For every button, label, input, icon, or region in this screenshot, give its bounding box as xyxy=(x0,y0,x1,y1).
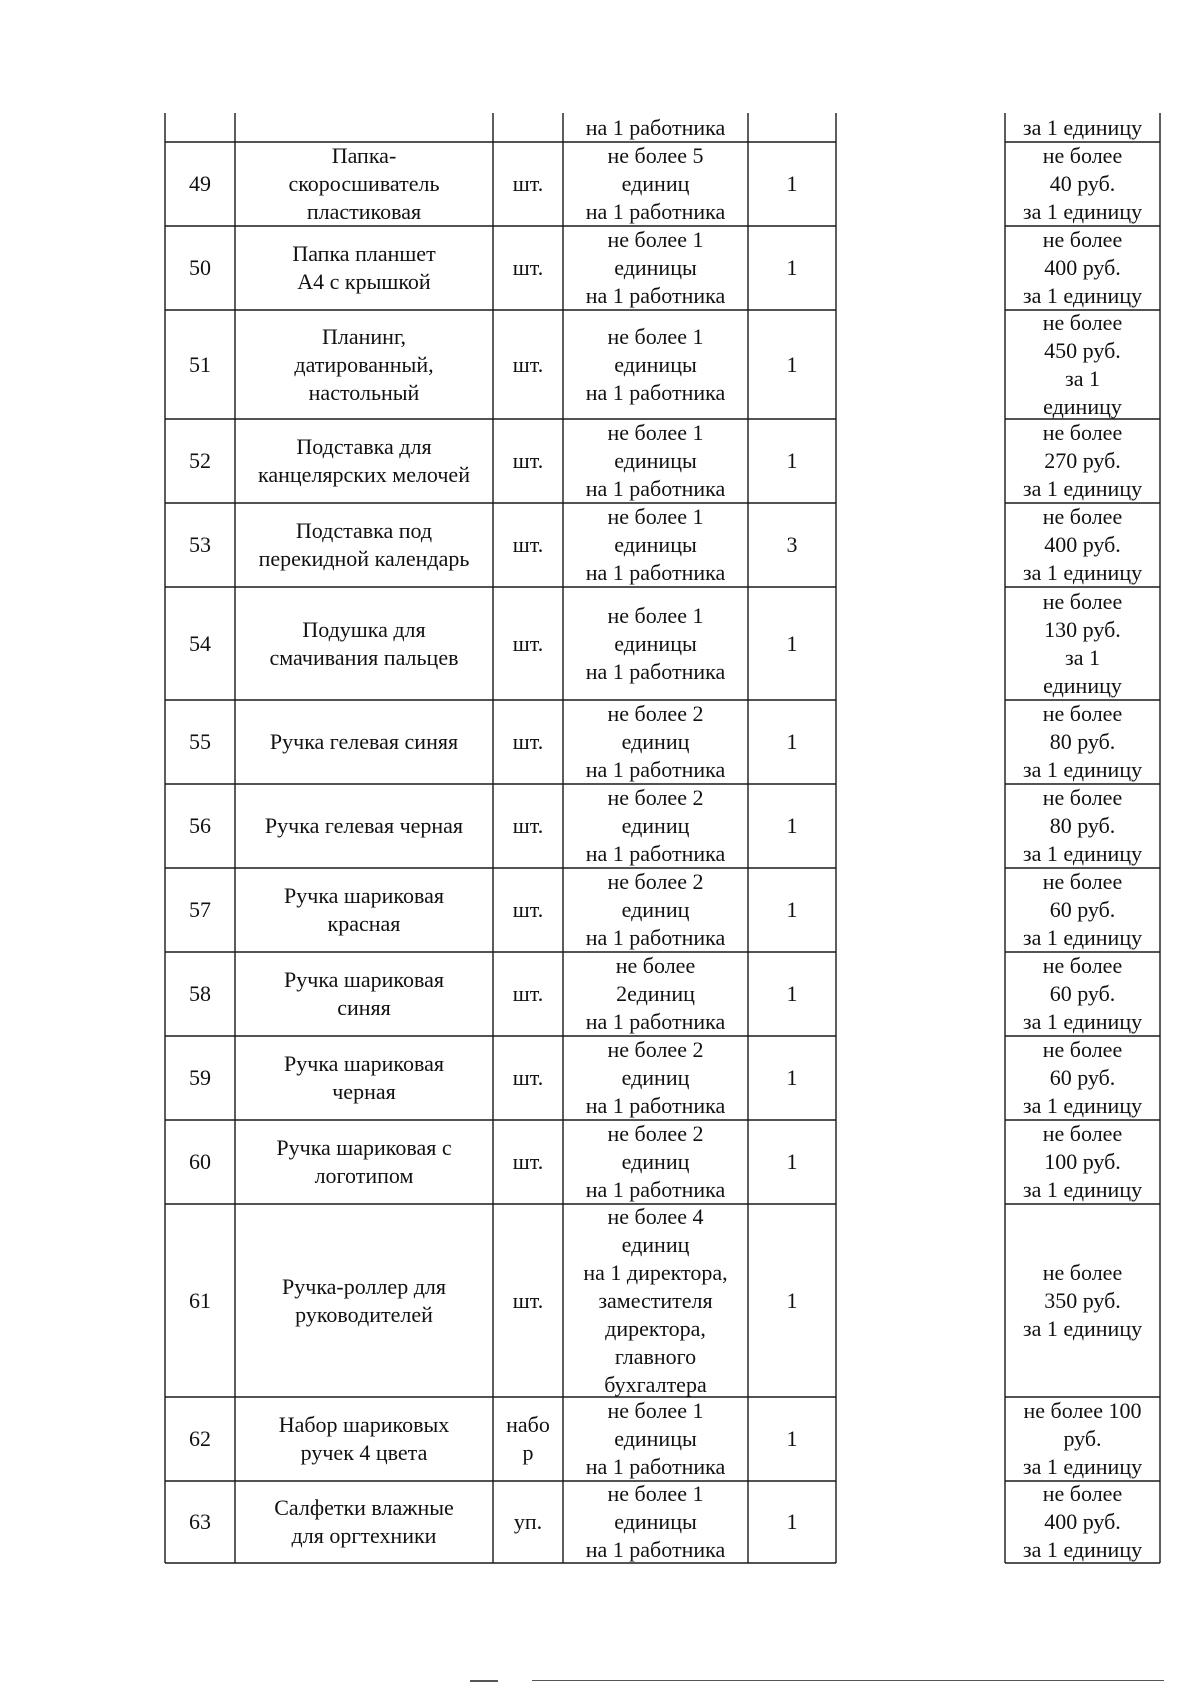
price-limit-cell: не более 60 руб. за 1 единицу xyxy=(1022,953,1143,1034)
price-limit-cell: не более 100 руб. за 1 единицу xyxy=(1022,1121,1143,1202)
usage-term-cell: 1 xyxy=(786,351,798,377)
item-name-cell: Набор шариковых ручек 4 цвета xyxy=(278,1412,450,1465)
usage-term-cell: 1 xyxy=(786,448,798,473)
unit-cell: набо р xyxy=(506,1412,550,1465)
price-limit-cell: не более 60 руб. за 1 единицу xyxy=(1022,1037,1143,1118)
row-number-cell: 53 xyxy=(189,532,211,557)
price-limit-cell: не более 130 руб. за 1 единицу xyxy=(1042,588,1123,698)
row-number-cell: 54 xyxy=(189,630,211,656)
scan-mark xyxy=(470,1680,498,1682)
item-name-cell: Ручка шариковая с логотипом xyxy=(276,1135,452,1188)
scan-mark xyxy=(532,1680,1164,1681)
quantity-limit-cell: не более 1 единицы на 1 работника xyxy=(585,1481,726,1562)
item-name-cell: Папка- скоросшиватель пластиковая xyxy=(288,143,440,224)
price-limit-cell: не более 100 руб. за 1 единицу xyxy=(1022,1398,1143,1479)
continuation-price-cell: за 1 единицу xyxy=(1022,115,1143,140)
row-number-cell: 52 xyxy=(189,448,211,473)
unit-cell: шт. xyxy=(512,1065,544,1090)
quantity-limit-cell: не более 1 единицы на 1 работника xyxy=(585,602,726,684)
price-limit-cell: не более 350 руб. за 1 единицу xyxy=(1022,1259,1143,1341)
usage-term-cell: 1 xyxy=(786,897,798,922)
price-limit-cell: не более 60 руб. за 1 единицу xyxy=(1022,869,1143,950)
usage-term-cell: 1 xyxy=(786,1509,798,1534)
unit-cell: шт. xyxy=(512,813,544,838)
quantity-limit-cell: не более 2 единиц на 1 работника xyxy=(585,785,726,866)
unit-cell: шт. xyxy=(512,1149,544,1174)
price-limit-cell: не более 400 руб. за 1 единицу xyxy=(1022,227,1143,308)
item-name-cell: Ручка шариковая красная xyxy=(284,883,444,936)
row-number-cell: 60 xyxy=(189,1149,211,1174)
row-number-cell: 62 xyxy=(189,1426,211,1451)
quantity-limit-cell: не более 1 единицы на 1 работника xyxy=(585,227,726,308)
item-name-cell: Планинг, датированный, настольный xyxy=(294,323,434,405)
unit-cell: шт. xyxy=(512,1287,544,1313)
quantity-limit-cell: не более 4 единиц на 1 директора, заместителя директора, главного бухгалтера xyxy=(583,1204,728,1397)
price-limit-cell: не более 400 руб. за 1 единицу xyxy=(1022,1481,1143,1562)
item-name-cell: Ручка гелевая синяя xyxy=(269,729,459,754)
row-number-cell: 51 xyxy=(189,351,211,377)
row-number-cell: 63 xyxy=(189,1509,211,1534)
unit-cell: шт. xyxy=(512,255,544,280)
row-number-cell: 61 xyxy=(189,1287,211,1313)
unit-cell: шт. xyxy=(512,897,544,922)
unit-cell: шт. xyxy=(512,981,544,1006)
usage-term-cell: 1 xyxy=(786,171,798,196)
unit-cell: шт. xyxy=(512,448,544,473)
item-name-cell: Подушка для смачивания пальцев xyxy=(269,616,459,670)
price-limit-cell: не более 400 руб. за 1 единицу xyxy=(1022,504,1143,585)
usage-term-cell: 1 xyxy=(786,255,798,280)
usage-term-cell: 1 xyxy=(786,981,798,1006)
item-name-cell: Ручка-роллер для руководителей xyxy=(282,1273,446,1327)
row-number-cell: 49 xyxy=(189,171,211,196)
quantity-limit-cell: не более 2 единиц на 1 работника xyxy=(585,1037,726,1118)
price-limit-cell: не более 80 руб. за 1 единицу xyxy=(1022,785,1143,866)
quantity-limit-cell: не более 1 единицы на 1 работника xyxy=(585,1398,726,1479)
usage-term-cell: 1 xyxy=(786,1149,798,1174)
item-name-cell: Папка планшет А4 с крышкой xyxy=(292,241,436,294)
item-name-cell: Салфетки влажные для оргтехники xyxy=(274,1495,454,1548)
price-limit-cell: не более 80 руб. за 1 единицу xyxy=(1022,701,1143,782)
usage-term-cell: 1 xyxy=(786,1065,798,1090)
usage-term-cell: 1 xyxy=(786,729,798,754)
unit-cell: уп. xyxy=(513,1509,543,1534)
item-name-cell: Ручка гелевая черная xyxy=(264,813,464,838)
price-limit-cell: не более 40 руб. за 1 единицу xyxy=(1022,143,1143,224)
quantity-limit-cell: не более 2единиц на 1 работника xyxy=(585,953,726,1034)
usage-term-cell: 3 xyxy=(786,532,798,557)
usage-term-cell: 1 xyxy=(786,1287,798,1313)
quantity-limit-cell: не более 2 единиц на 1 работника xyxy=(585,701,726,782)
item-name-cell: Ручка шариковая черная xyxy=(284,1051,444,1104)
continuation-limit-cell: на 1 работника xyxy=(585,115,726,140)
item-name-cell: Подставка для канцелярских мелочей xyxy=(258,434,470,487)
usage-term-cell: 1 xyxy=(786,630,798,656)
item-name-cell: Ручка шариковая синяя xyxy=(284,967,444,1020)
quantity-limit-cell: не более 1 единицы на 1 работника xyxy=(585,420,726,501)
price-limit-cell: не более 450 руб. за 1 единицу xyxy=(1042,310,1123,419)
usage-term-cell: 1 xyxy=(786,1426,798,1451)
quantity-limit-cell: не более 2 единиц на 1 работника xyxy=(585,1121,726,1202)
unit-cell: шт. xyxy=(512,532,544,557)
unit-cell: шт. xyxy=(512,351,544,377)
quantity-limit-cell: не более 5 единиц на 1 работника xyxy=(585,143,726,224)
row-number-cell: 56 xyxy=(189,813,211,838)
quantity-limit-cell: не более 1 единицы на 1 работника xyxy=(585,323,726,405)
usage-term-cell: 1 xyxy=(786,813,798,838)
unit-cell: шт. xyxy=(512,171,544,196)
row-number-cell: 50 xyxy=(189,255,211,280)
quantity-limit-cell: не более 1 единицы на 1 работника xyxy=(585,504,726,585)
unit-cell: шт. xyxy=(512,729,544,754)
row-number-cell: 58 xyxy=(189,981,211,1006)
quantity-limit-cell: не более 2 единиц на 1 работника xyxy=(585,869,726,950)
unit-cell: шт. xyxy=(512,630,544,656)
price-limit-cell: не более 270 руб. за 1 единицу xyxy=(1022,420,1143,501)
row-number-cell: 59 xyxy=(189,1065,211,1090)
item-name-cell: Подставка под перекидной календарь xyxy=(258,518,470,571)
row-number-cell: 55 xyxy=(189,729,211,754)
row-number-cell: 57 xyxy=(189,897,211,922)
